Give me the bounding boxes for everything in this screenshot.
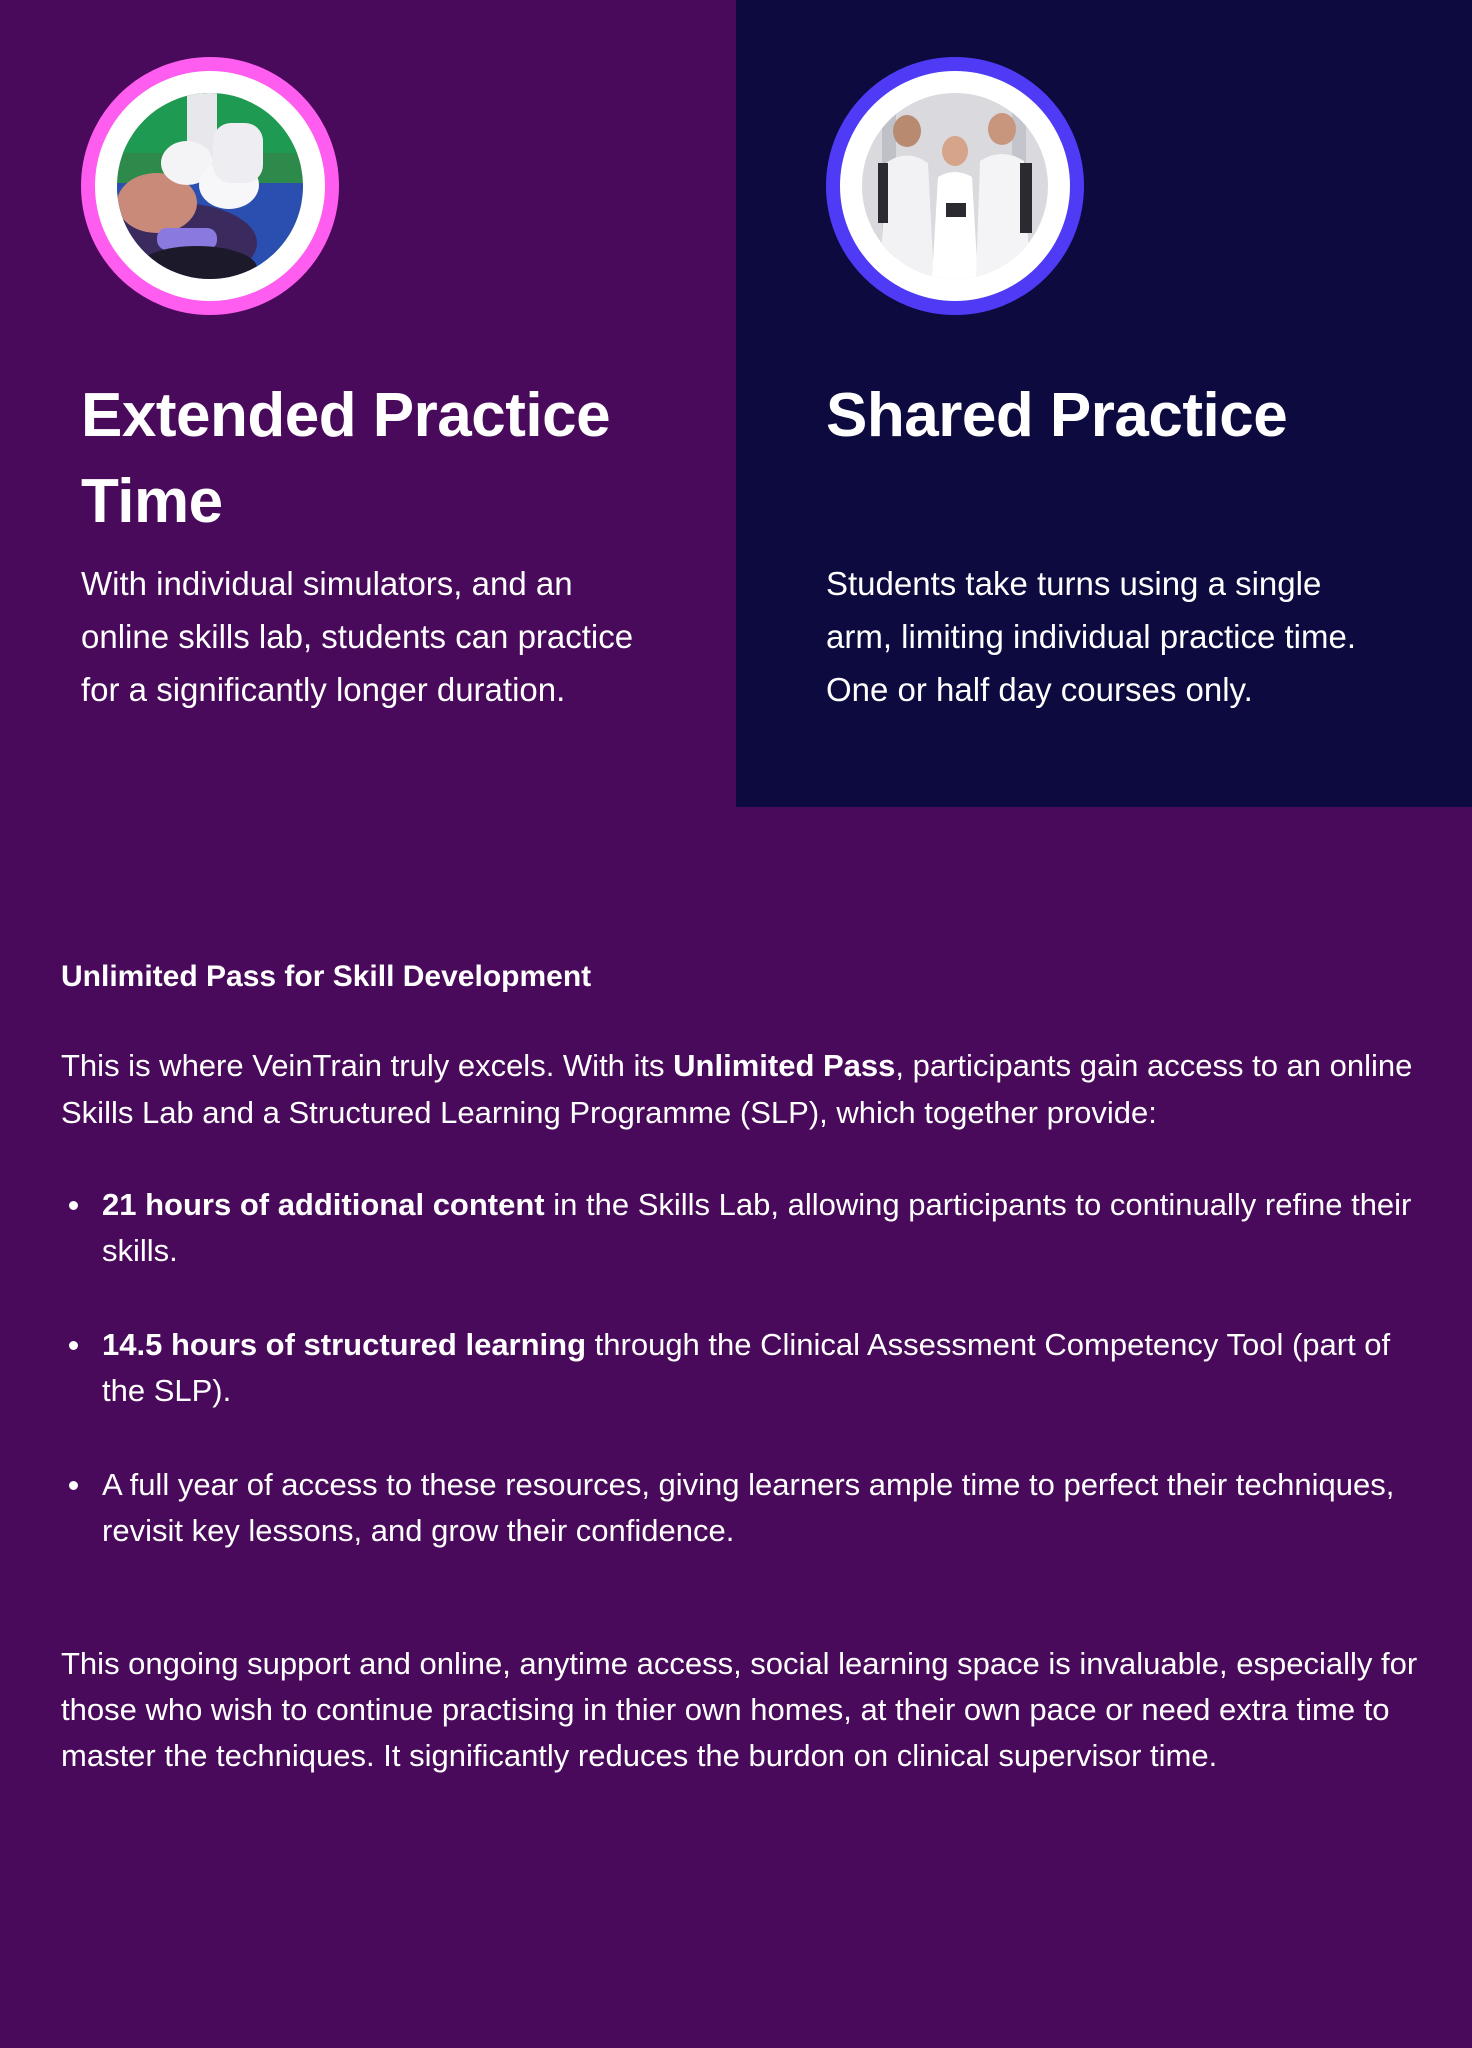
benefits-list bbox=[61, 1182, 1441, 1554]
intro-text-start: This is where VeinTrain truly excels. With its bbox=[61, 1048, 674, 1083]
unlimited-pass-section bbox=[61, 950, 1441, 1779]
shared-practice-avatar bbox=[826, 57, 1084, 315]
shared-practice-panel bbox=[736, 0, 1472, 807]
list-item bbox=[61, 1182, 1441, 1274]
extended-practice-avatar bbox=[81, 57, 339, 315]
list-item bbox=[61, 1462, 1441, 1554]
extended-practice-title: Extended Practice Time bbox=[81, 381, 611, 536]
list-item-text: through the Clinical Assessment Competency Tool (part of the SLP). bbox=[102, 1327, 1391, 1408]
bullet-icon bbox=[69, 1341, 78, 1350]
list-item-bold: 21 hours of additional content bbox=[102, 1187, 545, 1222]
list-item bbox=[61, 1322, 1441, 1414]
list-item-bold: 14.5 hours of structured learning bbox=[102, 1327, 587, 1362]
list-item-text: in the Skills Lab, allowing participants to continually refine their skills. bbox=[102, 1187, 1412, 1268]
list-item-text: A full year of access to these resources, giving learners ample time to perfect their techniques, revisit key lessons, and grow their confidence. bbox=[102, 1467, 1395, 1548]
closing-paragraph: This ongoing support and online, anytime access, social learning space is invaluable, especially for those who wish to continue practising in thier own homes, at their own pace or need extra time to master the techniques. It significantly reduces the burdon on clinical supervisor time. bbox=[61, 1646, 1418, 1773]
shared-practice-text: Students take turns using a single arm, limiting individual practice time. One or half day courses only. bbox=[826, 565, 1357, 708]
extended-practice-text: With individual simulators, and an online skills lab, students can practice for a significantly longer duration. bbox=[81, 565, 634, 708]
bullet-icon bbox=[69, 1201, 78, 1210]
section-heading: Unlimited Pass for Skill Development bbox=[61, 960, 592, 993]
extended-practice-panel bbox=[0, 0, 736, 807]
intro-paragraph bbox=[61, 1042, 1441, 1136]
comparison-row bbox=[0, 0, 1472, 807]
medical-students-group-photo-icon bbox=[862, 93, 1048, 279]
intro-bold-text: Unlimited Pass bbox=[673, 1048, 896, 1083]
intro-text-end: , participants gain access to an online Skills Lab and a Structured Learning Programme (SLP), which together provide: bbox=[61, 1048, 1413, 1130]
shared-practice-title: Shared Practice bbox=[826, 381, 1288, 450]
clinician-drawing-blood-photo-icon bbox=[117, 93, 303, 279]
bullet-icon bbox=[69, 1481, 78, 1490]
